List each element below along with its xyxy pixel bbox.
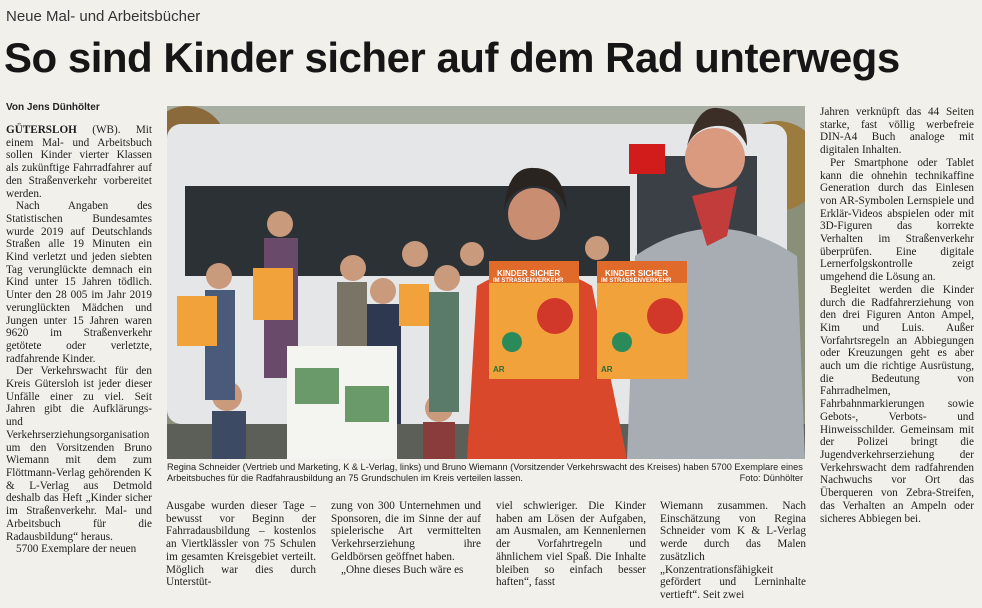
photo-illustration bbox=[167, 106, 805, 459]
paragraph: 5700 Exemplare der neuen bbox=[16, 543, 137, 556]
book-subtitle: IM STRASSENVERKEHR bbox=[601, 278, 672, 284]
article-column-1 bbox=[6, 124, 152, 604]
headline: So sind Kinder sicher auf dem Rad unterwegs bbox=[4, 34, 900, 81]
book-subtitle: IM STRASSENVERKEHR bbox=[493, 278, 564, 284]
article-column-2 bbox=[166, 500, 316, 604]
paragraph: Begleitet werden die Kinder durch die Radfahrerziehung von den drei Figuren Anton Ampel, Kim und Luis. Außer Vorfahrtsregeln an Abbiegungen oder Kreuzungen geht es aber auch um die richtige Ausrüstung, die Bedeutung von Fahrradhelmen, Fahrbahnmarkierungen sowie Gebots-, Verbots- und Hinweisschilder. Gemeinsam mit der Polizei bringt die Jugendverkehrserziehung der Verkehrswacht dem radfahrenden Nachwuchs vor Ort das Überqueren von Zebra-Streifen, das Verhalten an Ampeln oder sicheres Abbiegen bei. bbox=[820, 283, 974, 525]
paragraph bbox=[6, 124, 152, 200]
caption-text: Regina Schneider (Vertrieb und Marketing, K & L-Verlag, links) und Bruno Wiemann (Vorsitzender Verkehrswacht des Kreises) haben 5700 Exemplare eines Arbeitsbuches für die Radfahrausbildung an 75 Grundschulen im Kreis verteilen lassen. bbox=[167, 462, 803, 483]
ar-badge: AR bbox=[493, 365, 505, 374]
article-column-3 bbox=[331, 500, 481, 604]
paragraph: viel schwieriger. Die Kinder haben am Lösen der Aufgaben, am Ausmalen, am Kennenlernen der Vorfahrtregeln und ähnlichem viel Spaß. Die Inhalte bleiben so einfach besser haften“, fasst bbox=[496, 500, 646, 589]
dateline: GÜTERSLOH bbox=[6, 124, 77, 136]
kicker: Neue Mal- und Arbeitsbücher bbox=[6, 8, 201, 25]
book-title: KINDER SICHER bbox=[497, 269, 561, 278]
paragraph: „Ohne dieses Buch wäre es bbox=[341, 563, 464, 576]
article-photo bbox=[167, 106, 805, 459]
paragraph: zung von 300 Unternehmen und Sponsoren, die im Sinne der auf spielerische Art vermittelten Verkehrserziehung ihre Geldbörsen geöffnet haben. bbox=[331, 500, 481, 563]
paragraph: Wiemann zusammen. Nach Einschätzung von Regina Schneider vom K & L-Verlag werde durch das Malen zusätzlich „Konzentrationsfähigkeit gefördert und Lerninhalte vertieft“. Seit zwei bbox=[660, 500, 806, 601]
photo-caption bbox=[167, 462, 805, 484]
ar-badge: AR bbox=[601, 365, 613, 374]
paragraph: Nach Angaben des Statistischen Bundesamtes wurde 2019 auf Deutschlands Straßen alle 19 Minuten ein Kind verletzt und jeden siebten Tag verunglückte demnach ein Kind unter 15 Jahren tödlich. Unter den 28 005 im Jahr 2019 verunglückten Mädchen und Jungen unter 15 Jahren waren 9620 im Straßenverkehr getötete oder verletzte, radfahrende Kinder. bbox=[6, 200, 152, 365]
article-column-4 bbox=[496, 500, 646, 604]
article-column-5 bbox=[660, 500, 806, 604]
paragraph-text: (WB). Mit einem Mal- und Arbeitsbuch sollen Kinder vierter Klassen als zukünftige Fahrradfahrer auf den Straßenverkehr vorbereitet werden. bbox=[6, 124, 152, 200]
article-column-right bbox=[820, 106, 974, 604]
paragraph: Jahren verknüpft das 44 Seiten starke, fast völlig werbefreie DIN-A4 Buch analoge mit digitalen Inhalten. bbox=[820, 106, 974, 157]
paragraph: Ausgabe wurden dieser Tage – bewusst vor Beginn der Fahrradausbildung – kostenlos an Viertklässler von 75 Schulen im gesamten Kreisgebiet verteilt. Möglich war dies durch Unterstüt- bbox=[166, 500, 316, 589]
byline: Von Jens Dünhölter bbox=[6, 102, 100, 113]
photo-credit: Foto: Dünhölter bbox=[739, 473, 803, 483]
paragraph: Der Verkehrswacht für den Kreis Gütersloh ist jeder dieser Unfälle einer zu viel. Seit Jahren gibt die Aufklärungs- und Verkehrserziehungsorganisation um den Vorsitzenden Bruno Wiemann mit dem zum Flöttmann-Verlag gehörenden K & L-Verlag aus Detmold deshalb das Heft „Kinder sicher im Straßenverkehr. Mal- und Arbeitsbuch für die Radausbildung“ heraus. bbox=[6, 365, 152, 543]
book-title: KINDER SICHER bbox=[605, 269, 669, 278]
paragraph: Per Smartphone oder Tablet kann die ohnehin technikaffine Generation durch das Einlesen von AR-Symbolen Lernspiele und Erklär-Videos abspielen oder mit 3D-Figuren das korrekte Verhalten im Straßenverkehr überprüfen. Eine digitale Lernerfolgskontrolle zeigt umgehend die Lösung an. bbox=[820, 156, 974, 284]
